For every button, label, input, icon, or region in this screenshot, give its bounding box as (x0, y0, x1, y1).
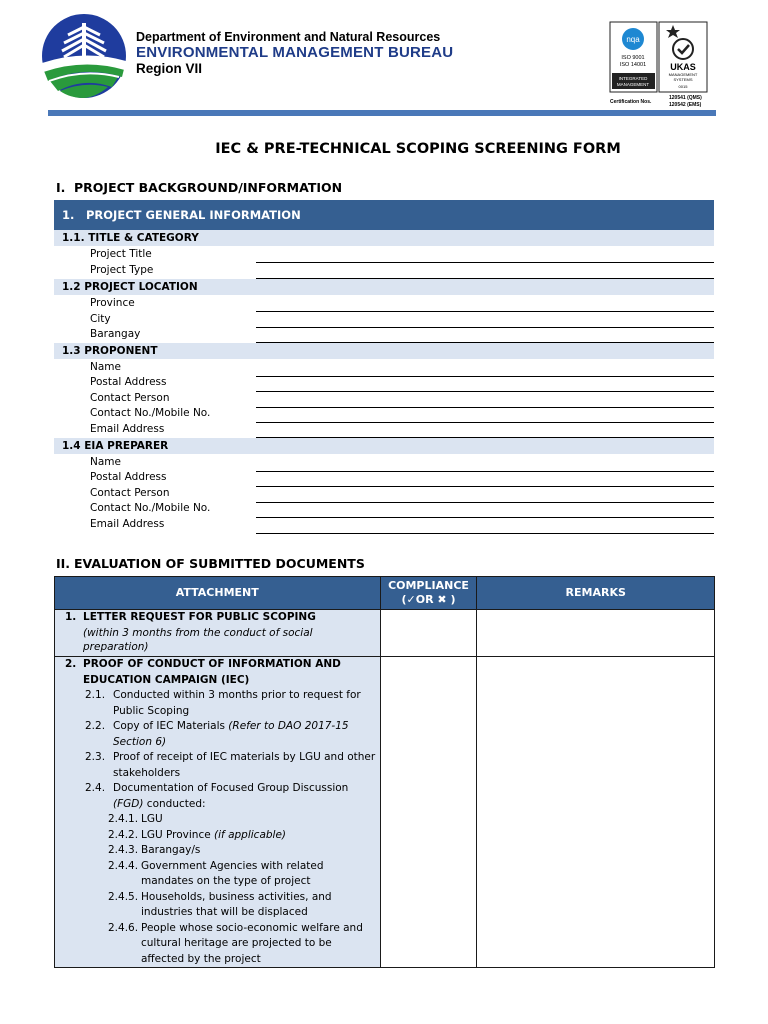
general-info-number: 1. (62, 208, 75, 222)
group-title-category: 1.1. TITLE & CATEGORY (54, 230, 714, 246)
cert-qms: 120541 (QMS) (669, 95, 702, 101)
compliance-header (380, 577, 477, 610)
bureau-name: ENVIRONMENTAL MANAGEMENT BUREAU (136, 44, 454, 61)
section-2-heading (56, 556, 365, 571)
item-text: Conducted within 3 months prior to request for Public Scoping (113, 689, 361, 717)
certification-badge (609, 21, 709, 107)
item-number: 2.2. (85, 720, 106, 732)
section-1-number: I. (56, 180, 66, 195)
mgmt-line1: MANAGEMENT (668, 72, 698, 77)
list-item (85, 719, 376, 750)
field-label: Contact Person (90, 392, 170, 404)
field-label: Contact Person (90, 487, 170, 499)
field-label: City (90, 313, 111, 325)
item-text-tail: conducted: (143, 797, 206, 810)
header-rule (48, 110, 716, 116)
table-header-row (55, 577, 715, 610)
item-text: Documentation of Focused Group Discussion (113, 782, 349, 794)
field-label: Barangay (90, 328, 141, 340)
item-text: Households, business activities, and industries that will be displaced (141, 890, 332, 918)
item-number: 2.4. (85, 782, 106, 794)
attachment-cell (55, 657, 381, 968)
field-label: Email Address (90, 423, 165, 435)
emb-logo-icon (38, 13, 130, 99)
field-label: Project Title (90, 248, 152, 260)
proponent-postal-address-input[interactable] (256, 391, 714, 392)
remarks-cell[interactable] (477, 610, 715, 657)
preparer-email-input[interactable] (256, 533, 714, 534)
list-item (65, 610, 376, 626)
ukas-text: UKAS (670, 62, 696, 72)
field-label: Province (90, 297, 135, 309)
item-number: 2.4.2. (108, 828, 139, 841)
list-item (108, 828, 376, 844)
item-number: 2.4.6. (108, 921, 139, 934)
general-info-label: PROJECT GENERAL INFORMATION (86, 208, 301, 222)
compliance-header-sub: (✓OR ✖ ) (401, 593, 456, 606)
item-note: (if applicable) (214, 828, 287, 841)
integrated-line1: INTEGRATED (618, 76, 648, 81)
item-number: 2.4.1. (108, 813, 139, 825)
proponent-contact-person-input[interactable] (256, 407, 714, 408)
evaluation-table (54, 576, 715, 968)
item-text: Proof of receipt of IEC materials by LGU and other stakeholders (113, 751, 376, 779)
group-project-location: 1.2 PROJECT LOCATION (54, 279, 714, 295)
nqa-text: nqa (626, 35, 640, 44)
list-item (108, 921, 376, 968)
item-text: LGU (141, 813, 163, 825)
table-row (55, 610, 715, 657)
integrated-line2: MANAGEMENT (616, 82, 650, 87)
agency-header (136, 30, 453, 77)
city-input[interactable] (256, 327, 714, 328)
remarks-header: REMARKS (477, 577, 715, 610)
list-item (108, 843, 376, 859)
general-info-bar (54, 200, 714, 230)
section-1-label: PROJECT BACKGROUND/INFORMATION (74, 180, 343, 195)
region-name: Region VII (136, 61, 203, 76)
item-text: Government Agencies with related mandates on the type of project (141, 859, 324, 887)
item-number: 2.4.3. (108, 844, 139, 856)
project-title-input[interactable] (256, 262, 714, 263)
item-number: 2.1. (85, 689, 106, 701)
field-label: Email Address (90, 518, 165, 530)
field-label: Postal Address (90, 471, 167, 483)
proponent-name-input[interactable] (256, 376, 714, 377)
list-item (85, 688, 376, 719)
preparer-contact-person-input[interactable] (256, 502, 714, 503)
list-item (65, 657, 376, 688)
item-title: LETTER REQUEST FOR PUBLIC SCOPING (83, 611, 316, 623)
iso-14001: ISO 14001 (619, 62, 647, 68)
list-item (108, 812, 376, 828)
attachment-header: ATTACHMENT (55, 577, 381, 610)
mgmt-code: 0015 (678, 84, 688, 89)
form-title: IEC & PRE-TECHNICAL SCOPING SCREENING FORM (215, 141, 621, 157)
compliance-cell[interactable] (380, 610, 477, 657)
field-label: Project Type (90, 264, 154, 276)
list-item (108, 859, 376, 890)
item-number: 2. (65, 658, 77, 670)
proponent-contact-number-input[interactable] (256, 422, 714, 423)
section-2-number: II. (56, 556, 71, 571)
cert-label: Certification Nos. (610, 99, 652, 105)
department-name: Department of Environment and Natural Resources (136, 30, 441, 44)
field-label: Contact No./Mobile No. (90, 502, 211, 514)
item-text: Copy of IEC Materials (113, 720, 229, 732)
item-number: 1. (65, 611, 77, 623)
section-1-heading (56, 180, 342, 195)
cert-ems: 120542 (EMS) (669, 102, 702, 107)
table-row (55, 657, 715, 968)
mgmt-line2: SYSTEMS (673, 77, 693, 82)
field-label: Name (90, 361, 121, 373)
preparer-postal-address-input[interactable] (256, 486, 714, 487)
item-text: Barangay/s (141, 844, 201, 856)
preparer-contact-number-input[interactable] (256, 517, 714, 518)
item-note: (Refer to DAO 2017-15 Section 6) (113, 720, 349, 748)
section-2-label: EVALUATION OF SUBMITTED DOCUMENTS (74, 556, 365, 571)
item-number: 2.4.4. (108, 859, 139, 872)
group-eia-preparer: 1.4 EIA PREPARER (54, 438, 714, 454)
field-label: Postal Address (90, 376, 167, 388)
item-text: LGU Province (141, 828, 215, 841)
field-label: Name (90, 456, 121, 468)
attachment-cell (55, 610, 381, 657)
list-item (85, 781, 376, 812)
item-title: PROOF OF CONDUCT OF INFORMATION AND EDUCATION CAMPAIGN (IEC) (83, 658, 341, 686)
group-proponent: 1.3 PROPONENT (54, 343, 714, 359)
preparer-name-input[interactable] (256, 471, 714, 472)
item-text: People whose socio-economic welfare and cultural heritage are projected to be affected by the project (141, 921, 363, 965)
list-item (85, 750, 376, 781)
field-label: Contact No./Mobile No. (90, 407, 211, 419)
province-input[interactable] (256, 311, 714, 312)
remarks-cell[interactable] (477, 657, 715, 968)
item-number: 2.3. (85, 751, 106, 763)
compliance-header-label: COMPLIANCE (388, 579, 469, 592)
list-item (108, 890, 376, 921)
compliance-cell[interactable] (380, 657, 477, 968)
iso-9001: ISO 9001 (621, 55, 645, 61)
item-note: (FGD) (113, 797, 144, 810)
item-note: (within 3 months from the conduct of social preparation) (83, 626, 313, 653)
item-number: 2.4.5. (108, 890, 139, 903)
